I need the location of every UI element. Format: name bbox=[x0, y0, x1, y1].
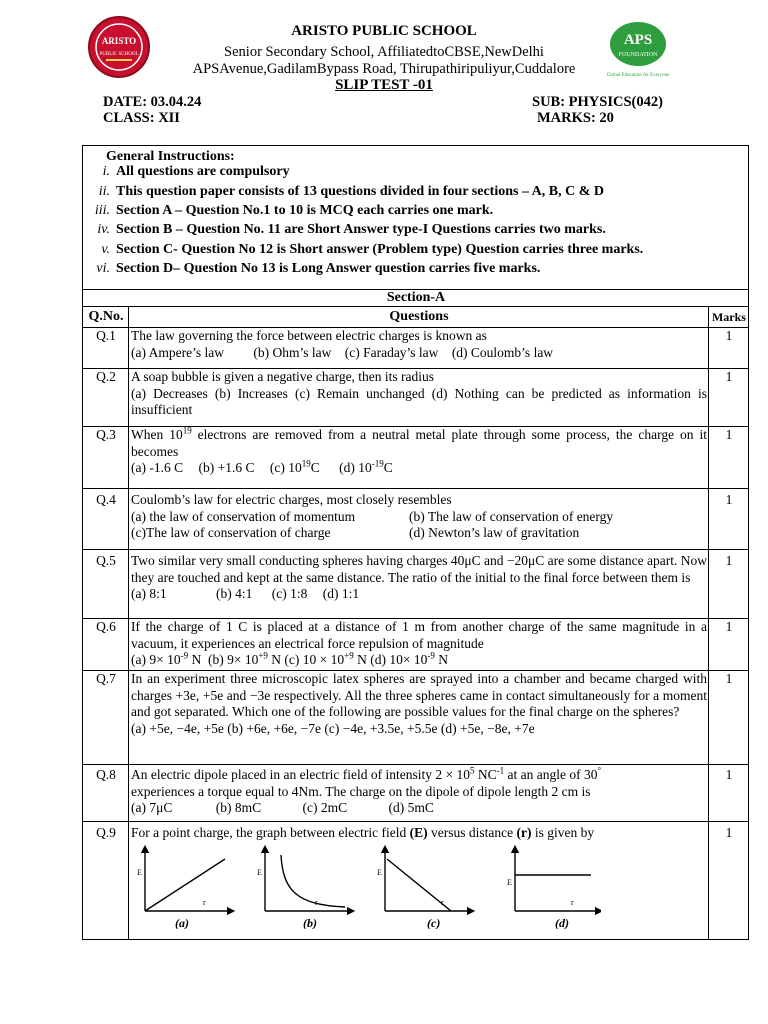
question-marks: 1 bbox=[708, 550, 748, 619]
question-options bbox=[131, 800, 707, 817]
section-title: Section-A bbox=[83, 290, 749, 307]
column-header-qno: Q.No. bbox=[83, 307, 129, 328]
option: (d) Newton’s law of gravitation bbox=[409, 525, 580, 540]
question-text: For a point charge, the graph between electric field (E) versus distance (r) is given by bbox=[131, 825, 595, 840]
graph-a-label: (a) bbox=[175, 915, 189, 929]
instruction-item: ii. This question paper consists of 13 questions divided in four sections – A, B, C & D bbox=[98, 184, 605, 199]
question-text: Two similar very small conducting spheres having charges 40μC and −20μC are some distance apart. Now they are touched and kept at the same distance. The ratio of the initial to the final force between them is bbox=[131, 553, 707, 585]
graph-a-y-label: E bbox=[137, 867, 142, 877]
option: (c) $10^{19}C$ bbox=[269, 458, 320, 475]
question-marks: 1 bbox=[708, 822, 748, 940]
option: (a) Ampere’s law bbox=[131, 344, 224, 360]
option: (a) the law of conservation of momentum bbox=[131, 508, 356, 524]
question-text: An electric dipole placed in an electric field of intensity $2 \times 10^5$ $NC^{-1}$ at an angle of 30° bbox=[131, 765, 602, 782]
option: (b) The law of conservation of energy bbox=[409, 508, 614, 524]
option: (c) $10 \times 10^{+9}$ N bbox=[284, 650, 367, 667]
question-cell bbox=[129, 765, 709, 822]
question-options bbox=[131, 652, 707, 669]
questions-table bbox=[82, 289, 749, 940]
question-marks: 1 bbox=[708, 765, 748, 822]
question-text: Coulomb’s law for electric charges, most closely resembles bbox=[131, 492, 452, 507]
table-row bbox=[83, 427, 749, 489]
column-header-marks: Marks bbox=[708, 307, 748, 328]
question-text-continued: experiences a torque equal to 4Nm. The charge on the dipole of dipole length 2 cm is bbox=[131, 783, 591, 799]
test-title: SLIP TEST -01 bbox=[335, 77, 433, 93]
test-subject: SUB: PHYSICS(042) bbox=[532, 94, 663, 110]
option: (a) 8:1 bbox=[131, 586, 167, 601]
graph-a-curve bbox=[145, 859, 225, 911]
question-marks: 1 bbox=[708, 671, 748, 765]
question-marks: 1 bbox=[708, 427, 748, 489]
graph-c bbox=[377, 849, 471, 929]
graph-c-label: (c) bbox=[427, 915, 441, 929]
test-date: DATE: 03.04.24 bbox=[103, 94, 202, 110]
graph-b-curve bbox=[281, 855, 345, 907]
question-marks: 1 bbox=[708, 328, 748, 369]
instruction-item: v. Section C- Question No 12 is Short answer (Problem type) Question carries three marks. bbox=[101, 242, 644, 257]
graph-b-x-label: r bbox=[315, 897, 318, 907]
question-text: A soap bubble is given a negative charge, then its radius bbox=[131, 369, 435, 384]
instructions-heading: General Instructions: bbox=[106, 149, 235, 164]
table-row bbox=[83, 765, 749, 822]
option: (d) 1:1 bbox=[322, 586, 360, 601]
option: (c) 2mC bbox=[302, 800, 348, 815]
question-number: Q.9 bbox=[83, 822, 129, 940]
graph-a bbox=[137, 849, 231, 929]
graph-a-x-label: r bbox=[203, 897, 206, 907]
instruction-item: vi. Section D– Question No 13 is Long Answer question carries five marks. bbox=[96, 261, 541, 276]
option: (d) Coulomb’s law bbox=[451, 344, 554, 360]
option: (a) -1.6 C bbox=[131, 460, 184, 475]
question-marks: 1 bbox=[708, 619, 748, 671]
option: (a) $9\times 10^{-9}$ N bbox=[131, 650, 202, 667]
question-number: Q.2 bbox=[83, 369, 129, 427]
column-header-questions: Questions bbox=[129, 307, 709, 328]
question-number: Q.4 bbox=[83, 489, 129, 550]
question-options: (a) +5e, −4e, +5e (b) +6e, +6e, −7e (c) −4e, +3.5e, +5.5e (d) +5e, −8e, +7e bbox=[131, 720, 535, 736]
question-number: Q.6 bbox=[83, 619, 129, 671]
school-affiliation: Senior Secondary School, AffiliatedtoCBSE,NewDelhi bbox=[224, 44, 544, 60]
question-cell bbox=[129, 550, 709, 619]
question-cell bbox=[129, 671, 709, 765]
question-text: When $10^{19}$ electrons are removed from a neutral metal plate through some process, the charge on it becomes bbox=[131, 425, 707, 459]
option: (b) 8mC bbox=[215, 800, 262, 815]
option: (c) Faraday’s law bbox=[344, 344, 439, 360]
question-text: If the charge of 1 C is placed at a distance of 1 m from another charge of the same magnitude in a vacuum, it experiences an electrical force repulsion of magnitude bbox=[131, 619, 707, 651]
option: (b) +1.6 C bbox=[198, 460, 255, 475]
question-cell bbox=[129, 427, 709, 489]
option: (a) 7μC bbox=[131, 800, 173, 815]
test-class: CLASS: XII bbox=[103, 110, 180, 126]
test-marks: MARKS: 20 bbox=[537, 110, 614, 126]
question-marks: 1 bbox=[708, 369, 748, 427]
option: (b) 4:1 bbox=[215, 586, 253, 601]
table-row bbox=[83, 550, 749, 619]
option: (d) 5mC bbox=[388, 800, 434, 815]
question-number: Q.5 bbox=[83, 550, 129, 619]
table-row bbox=[83, 369, 749, 427]
section-title-row bbox=[83, 290, 749, 307]
instruction-item: i. All questions are compulsory bbox=[102, 164, 290, 179]
question-options bbox=[131, 586, 707, 603]
table-row bbox=[83, 822, 749, 940]
school-name: ARISTO PUBLIC SCHOOL bbox=[291, 23, 477, 39]
question-options bbox=[131, 345, 707, 362]
graph-b-label: (b) bbox=[303, 915, 317, 929]
question-options: (a) Decreases (b) Increases (c) Remain unchanged (d) Nothing can be predicted as information is insufficient bbox=[131, 385, 707, 417]
table-row bbox=[83, 671, 749, 765]
graph-c-y-label: E bbox=[377, 867, 382, 877]
option: (d) $10^{-19}C$ bbox=[339, 458, 393, 475]
instruction-item: iv. Section B – Question No. 11 are Short Answer type-I Questions carries two marks. bbox=[97, 222, 606, 237]
graph-b-y-label: E bbox=[257, 867, 262, 877]
graph-options bbox=[131, 845, 601, 929]
option: (d) $10\times 10^{-9}$ N bbox=[370, 650, 448, 667]
question-text: In an experiment three microscopic latex spheres are sprayed into a chamber and became charged with charges +3e, +5e and −3e respectively. All the three spheres came in contact simultaneously for a moment and got separated. Which one of the following are possible values for the final charge on the spheres? bbox=[131, 671, 707, 719]
question-number: Q.3 bbox=[83, 427, 129, 489]
question-cell bbox=[129, 489, 709, 550]
graph-b bbox=[257, 849, 351, 929]
question-cell bbox=[129, 328, 709, 369]
graph-d-label: (d) bbox=[555, 915, 569, 929]
question-options bbox=[131, 509, 707, 526]
question-number: Q.8 bbox=[83, 765, 129, 822]
question-number: Q.7 bbox=[83, 671, 129, 765]
svg-text:APS: APS bbox=[623, 32, 653, 48]
instruction-item: iii. Section A – Question No.1 to 10 is MCQ each carries one mark. bbox=[94, 203, 494, 218]
school-address: APSAvenue,GadilamBypass Road, Thirupathiripuliyur,Cuddalore bbox=[192, 61, 576, 77]
option: (c)The law of conservation of charge bbox=[131, 525, 331, 540]
question-cell bbox=[129, 822, 709, 940]
question-number: Q.1 bbox=[83, 328, 129, 369]
table-row bbox=[83, 328, 749, 369]
question-options bbox=[131, 525, 707, 542]
option: (b) Ohm’s law bbox=[253, 344, 332, 360]
option: (c) 1:8 bbox=[271, 586, 308, 601]
svg-text:Global Education for Everyone: Global Education for Everyone bbox=[606, 73, 670, 78]
graph-d bbox=[507, 849, 599, 929]
svg-text:FOUNDATION: FOUNDATION bbox=[618, 52, 658, 58]
question-cell bbox=[129, 369, 709, 427]
question-options bbox=[131, 460, 707, 477]
question-text: The law governing the force between electric charges is known as bbox=[131, 328, 487, 343]
table-row bbox=[83, 489, 749, 550]
graph-d-x-label: r bbox=[571, 897, 574, 907]
table-header-row bbox=[83, 307, 749, 328]
question-marks: 1 bbox=[708, 489, 748, 550]
graph-c-x-label: r bbox=[441, 897, 444, 907]
table-row bbox=[83, 619, 749, 671]
svg-text:ARISTO: ARISTO bbox=[101, 36, 137, 46]
question-cell bbox=[129, 619, 709, 671]
graph-d-y-label: E bbox=[507, 877, 512, 887]
svg-text:PUBLIC SCHOOL: PUBLIC SCHOOL bbox=[99, 52, 139, 57]
option: (b) $9\times 10^{+9}$ N bbox=[207, 650, 282, 667]
